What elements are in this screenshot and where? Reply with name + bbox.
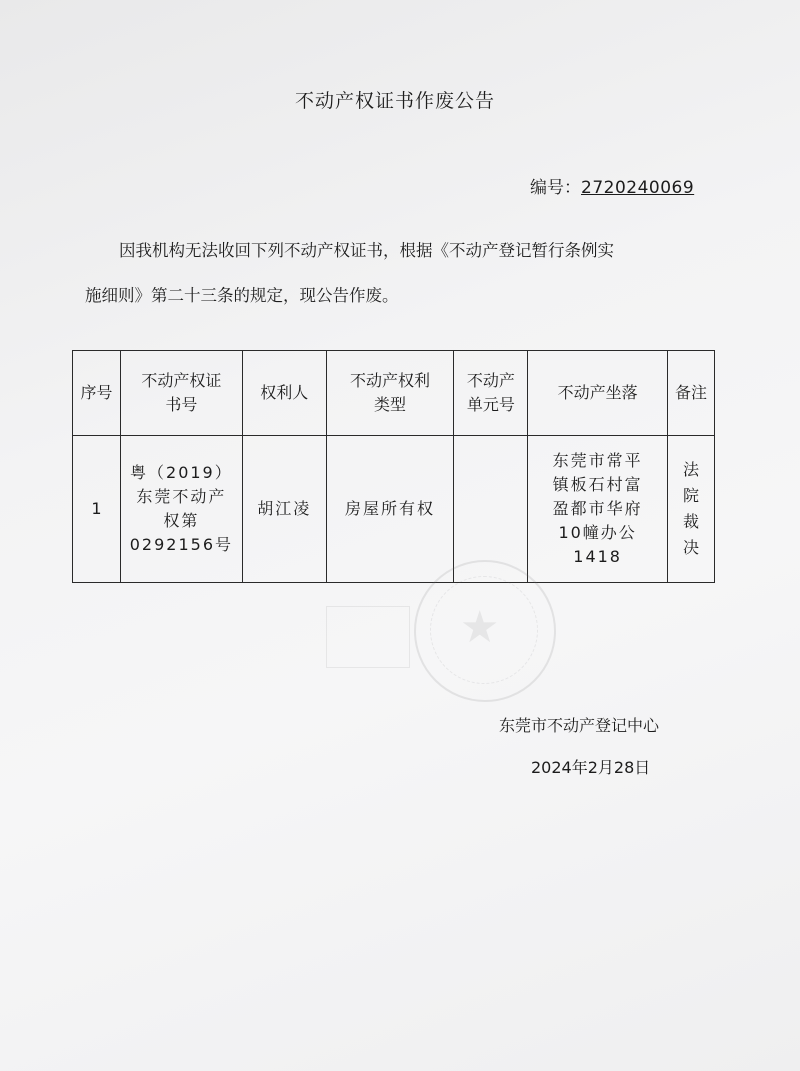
header-right-type-line-2: 类型 <box>374 395 407 414</box>
seal-star-icon: ★ <box>460 602 500 653</box>
cell-remark <box>668 436 715 583</box>
cell-location-line-4: 10幢办公 <box>558 523 637 542</box>
cell-remark-char-2: 院 <box>682 486 699 505</box>
header-unit-no-line-2: 单元号 <box>466 395 515 414</box>
cell-location-line-1: 东莞市常平 <box>552 451 643 470</box>
cell-cert-no-line-4: 0292156号 <box>129 535 234 554</box>
issue-date: 2024年2月28日 <box>531 758 651 777</box>
document-number-value: 2720240069 <box>581 178 695 198</box>
header-right-type <box>326 351 454 436</box>
paragraph-line-2: 施细则》第二十三条的规定，现公告作废。 <box>85 286 399 305</box>
cell-cert-no <box>120 436 242 583</box>
header-holder: 权利人 <box>242 351 326 436</box>
header-right-type-line-1: 不动产权利 <box>350 371 431 390</box>
header-location: 不动产坐落 <box>528 351 668 436</box>
header-cert-no-line-2: 书号 <box>165 395 198 414</box>
table-header-row <box>73 351 715 436</box>
cell-remark-char-4: 决 <box>682 538 699 557</box>
document-number-label: 编号： <box>530 178 581 198</box>
table-row <box>73 436 715 583</box>
paragraph-line-1: 因我机构无法收回下列不动产权证书，根据《不动产登记暂行条例实 <box>119 241 614 260</box>
cell-holder: 胡江凌 <box>242 436 326 583</box>
official-seal <box>414 560 556 702</box>
cell-remark-char-3: 裁 <box>682 512 699 531</box>
header-seq: 序号 <box>73 351 121 436</box>
issuing-organization: 东莞市不动产登记中心 <box>499 716 660 735</box>
cell-location-line-3: 盈都市华府 <box>552 499 643 518</box>
cell-location <box>528 436 668 583</box>
cell-right-type: 房屋所有权 <box>326 436 454 583</box>
cell-cert-no-line-2: 东莞不动产 <box>136 487 227 506</box>
header-cert-no <box>120 351 242 436</box>
faded-impression <box>326 606 410 668</box>
certificate-table <box>72 350 715 583</box>
cell-cert-no-line-3: 权第 <box>163 511 200 530</box>
header-unit-no <box>454 351 528 436</box>
cell-seq: 1 <box>73 436 121 583</box>
document-number <box>530 173 694 198</box>
cell-location-line-5: 1418 <box>573 547 622 566</box>
announcement-paragraph <box>85 228 705 318</box>
header-unit-no-line-1: 不动产 <box>466 371 515 390</box>
cell-location-line-2: 镇板石村富 <box>552 475 643 494</box>
header-remark: 备注 <box>668 351 715 436</box>
cell-cert-no-line-1: 粤（2019） <box>130 463 233 482</box>
document-title: 不动产权证书作废公告 <box>294 90 495 112</box>
header-cert-no-line-1: 不动产权证 <box>141 371 222 390</box>
cell-remark-char-1: 法 <box>682 460 699 479</box>
